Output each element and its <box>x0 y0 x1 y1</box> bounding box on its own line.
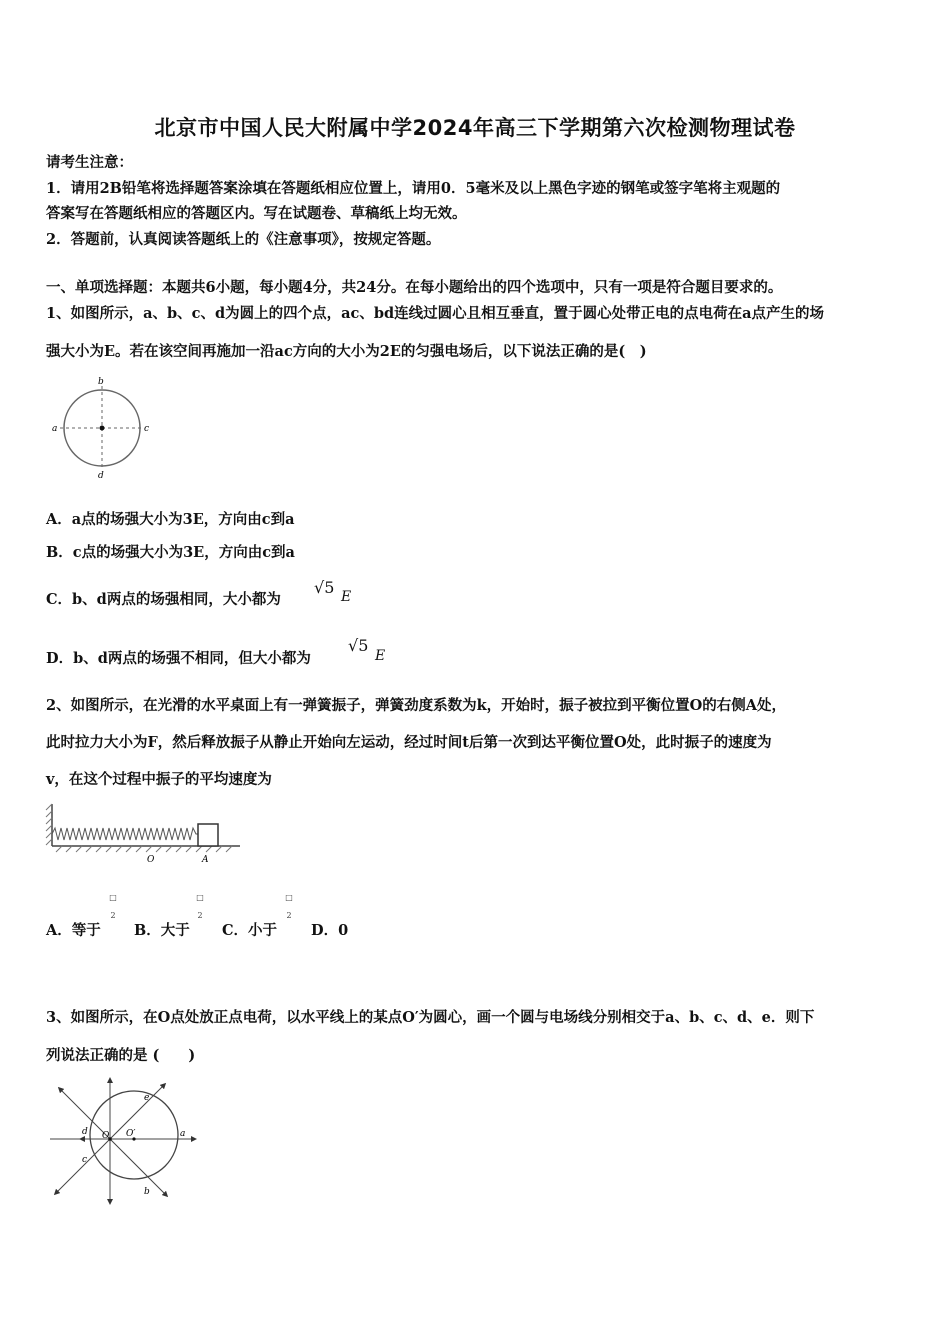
q1-option-b: B．c点的场强大小为3E，方向由c到a <box>46 544 295 561</box>
q2-option-a: A．等于 <box>46 922 101 939</box>
q3-label-o-prime: O′ <box>126 1129 136 1139</box>
q3-field-figure <box>46 1076 206 1206</box>
q2-option-c-frac-den: 2 <box>286 911 292 920</box>
q2-option-b-frac-den: 2 <box>197 911 203 920</box>
q2-label-o: O <box>147 855 155 865</box>
q3-label-c: c <box>82 1155 88 1165</box>
q1-label-c: c <box>144 424 150 434</box>
q3-stem-line1: 3、如图所示，在O点处放正点电荷，以水平线上的某点O′为圆心，画一个圆与电场线分别相交于a、b、c、d、e．则下 <box>46 1009 815 1026</box>
page-title: 北京市中国人民大附属中学2024年高三下学期第六次检测物理试卷 <box>154 116 796 140</box>
q3-label-b: b <box>144 1187 150 1197</box>
q1-label-b: b <box>98 377 104 387</box>
notice-line-1a: 1．请用2B铅笔将选择题答案涂填在答题纸相应位置上，请用0．5毫米及以上黑色字迹的钢笔或签字笔将主观题的 <box>46 180 781 197</box>
q1-option-d-sqrt: √5 <box>348 636 369 655</box>
q1-label-d: d <box>98 471 104 481</box>
q1-option-d-e: E <box>375 648 386 664</box>
q2-spring-figure <box>44 800 244 870</box>
q2-option-d: D．0 <box>311 922 349 939</box>
q1-circle-figure <box>48 372 158 482</box>
q2-label-a: A <box>202 855 209 865</box>
q2-option-b-frac-num: □ <box>196 893 204 902</box>
q2-option-c-frac-num: □ <box>285 893 293 902</box>
q2-option-a-frac-den: 2 <box>110 911 116 920</box>
q2-option-c: C．小于 <box>222 922 278 939</box>
q2-option-b: B．大于 <box>134 922 190 939</box>
notice-heading: 请考生注意： <box>46 154 133 171</box>
section-heading: 一、单项选择题：本题共6小题，每小题4分，共24分。在每小题给出的四个选项中，只有一项是符合题目要求的。 <box>46 279 783 296</box>
q1-label-a: a <box>52 424 58 434</box>
q3-label-d: d <box>82 1127 88 1137</box>
q2-option-a-frac-num: □ <box>109 893 117 902</box>
notice-line-2: 2．答题前，认真阅读答题纸上的《注意事项》，按规定答题。 <box>46 231 441 248</box>
q1-option-c-sqrt: √5 <box>314 578 335 597</box>
q3-label-e: e <box>144 1093 150 1103</box>
q1-stem-line1: 1、如图所示，a、b、c、d为圆上的四个点，ac、bd连线过圆心且相互垂直，置于圆心处带正电的点电荷在a点产生的场 <box>46 305 824 322</box>
q3-label-o: O <box>102 1131 110 1141</box>
q2-stem-line3: v，在这个过程中振子的平均速度为 <box>46 771 272 788</box>
q1-option-a: A．a点的场强大小为3E，方向由c到a <box>46 511 295 528</box>
q2-stem-line2: 此时拉力大小为F，然后释放振子从静止开始向左运动，经过时间t后第一次到达平衡位置O处，此时振子的速度为 <box>46 734 772 751</box>
q3-stem-line2: 列说法正确的是 ( ) <box>46 1047 196 1064</box>
q1-option-d: D．b、d两点的场强不相同，但大小都为 <box>46 650 311 667</box>
q3-label-a: a <box>180 1129 186 1139</box>
q1-option-c: C．b、d两点的场强相同，大小都为 <box>46 591 281 608</box>
q1-option-c-e: E <box>341 589 352 605</box>
notice-line-1b: 答案写在答题纸相应的答题区内。写在试题卷、草稿纸上均无效。 <box>46 205 467 222</box>
q2-stem-line1: 2、如图所示，在光滑的水平桌面上有一弹簧振子，弹簧劲度系数为k，开始时，振子被拉到平衡位置O的右侧A处， <box>46 697 787 714</box>
q1-stem-line2: 强大小为E。若在该空间再施加一沿ac方向的大小为2E的匀强电场后，以下说法正确的是( ) <box>46 343 647 360</box>
